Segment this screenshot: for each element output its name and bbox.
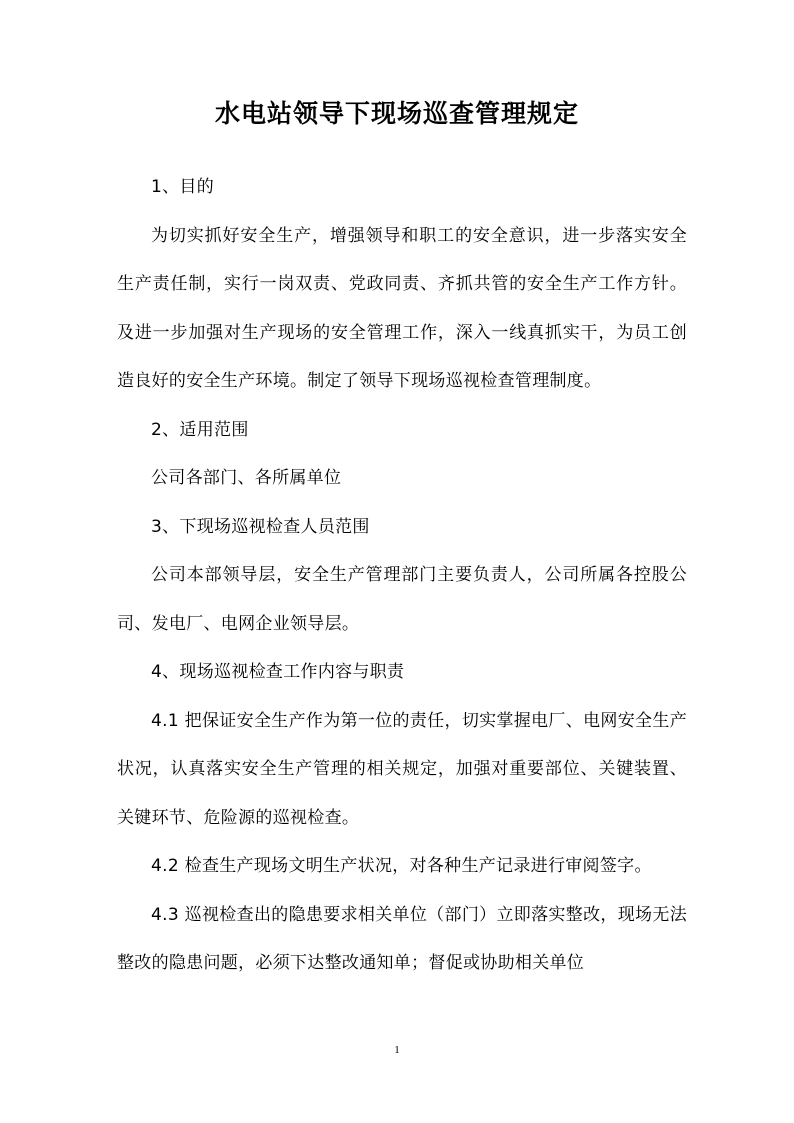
section-heading-personnel: 3、下现场巡视检查人员范围 [151, 516, 370, 537]
document-title: 水电站领导下现场巡查管理规定 [214, 99, 579, 128]
paragraph-duty-4-3: 4.3 巡视检查出的隐患要求相关单位（部门）立即落实整改，现场无法整改的隐患问题，必须下达整改通知单；督促或协助相关单位 [117, 904, 687, 973]
page-number: 1 [394, 1044, 400, 1056]
section-heading-duties: 4、现场巡视检查工作内容与职责 [151, 662, 405, 682]
paragraph-duty-4-1: 4.1 把保证安全生产作为第一位的责任，切实掌握电厂、电网安全生产状况，认真落实安全生产管理的相关规定，加强对重要部位、关键装置、关键环节、危险源的巡视检查。 [117, 710, 687, 828]
paragraph-scope: 公司各部门、各所属单位 [151, 468, 342, 488]
paragraph-purpose: 为切实抓好安全生产，增强领导和职工的安全意识，进一步落实安全生产责任制，实行一岗双责、党政同责、齐抓共管的安全生产工作方针。及进一步加强对生产现场的安全管理工作，深入一线真抓实干，为员工创造良好的安全生产环境。制定了领导下现场巡视检查管理制度。 [117, 225, 687, 391]
section-heading-purpose: 1、目的 [151, 177, 215, 197]
paragraph-duty-4-2: 4.2 检查生产现场文明生产状况，对各种生产记录进行审阅签字。 [151, 856, 652, 876]
paragraph-personnel: 公司本部领导层，安全生产管理部门主要负责人，公司所属各控股公司、发电厂、电网企业领导层。 [117, 565, 687, 634]
document-body [117, 163, 687, 988]
section-heading-scope: 2、适用范围 [151, 419, 249, 440]
